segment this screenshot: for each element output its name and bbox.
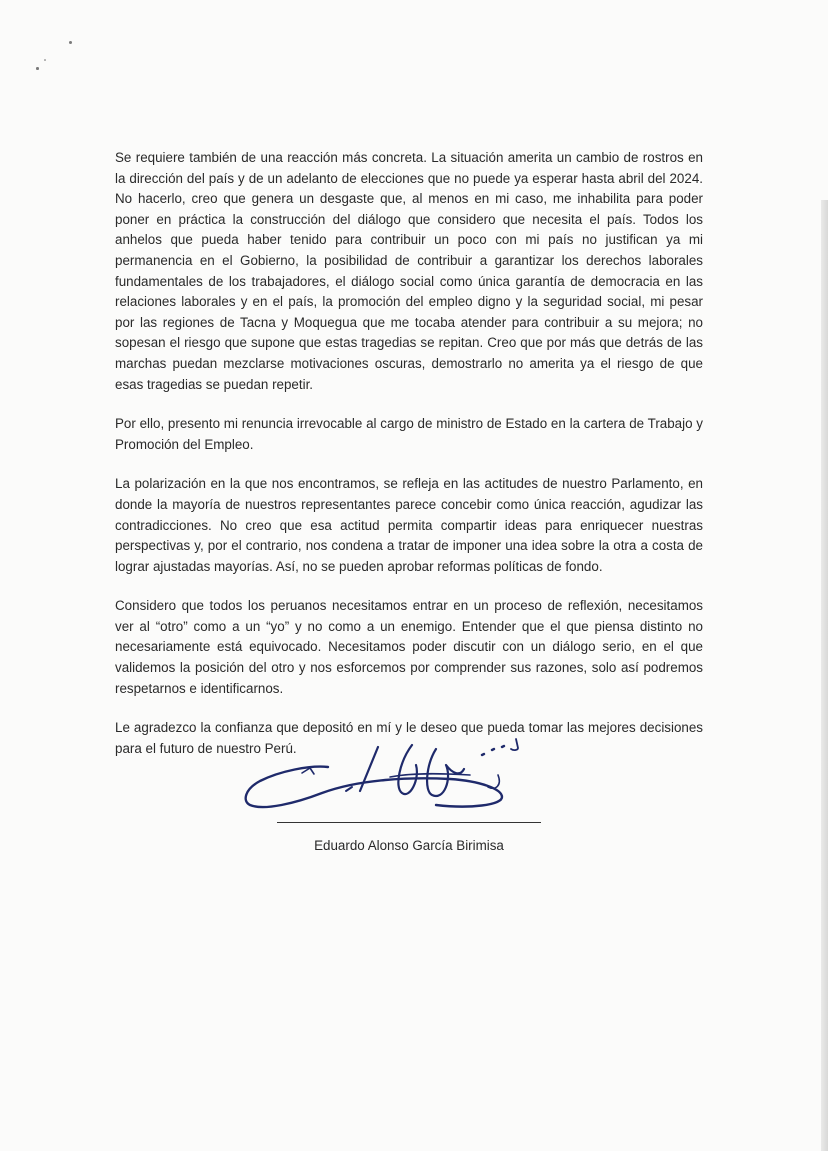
letter-body — [115, 148, 703, 778]
scan-speck — [69, 41, 72, 44]
handwritten-signature — [240, 735, 540, 825]
paragraph-1: Se requiere también de una reacción más concreta. La situación amerita un cambio de rostros en la dirección del país y de un adelanto de elecciones que no puede ya esperar hasta abril del 2024. No hacerlo, creo que genera un desgaste que, al menos en mi caso, me inhabilita para poder poner en práctica la construcción del diálogo que considero que necesita el país. Todos los anhelos que pueda haber tenido para contribuir un poco con mi país no justifican ya mi permanencia en el Gobierno, la posibilidad de contribuir a garantizar los derechos laborales fundamentales de los trabajadores, el diálogo social como única garantía de democracia en las relaciones laborales y en el país, la promoción del empleo digno y la seguridad social, mi pesar por las regiones de Tacna y Moquegua que me tocaba atender para contribuir a su mejora; no sopesan el riesgo que supone que estas tragedias se repitan. Creo que por más que detrás de las marchas puedan mezclarse motivaciones oscuras, demostrarlo no amerita ya el riesgo de que esas tragedias se puedan repetir. — [115, 150, 703, 392]
signature-line — [277, 822, 541, 823]
scan-speck — [36, 67, 39, 70]
paragraph-4: Considero que todos los peruanos necesitamos entrar en un proceso de reflexión, necesitamos ver al “otro” como a un “yo” y no como a un enemigo. Entender que el que piensa distinto no necesariamente está equivocado. Necesitamos poder discutir con un diálogo serio, en el que validemos la posición del otro y nos esforcemos por comprender sus razones, solo así podremos respetarnos e identificarnos. — [115, 598, 703, 696]
paragraph-3: La polarización en la que nos encontramos, se refleja en las actitudes de nuestro Parlamento, en donde la mayoría de nuestros representantes parece concebir como única reacción, agudizar las contradicciones. No creo que esa actitud permita compartir ideas para enriquecer nuestras perspectivas y, por el contrario, nos condena a tratar de imponer una idea sobre la otra a costa de lograr ajustadas mayorías. Así, no se pueden aprobar reformas políticas de fondo. — [115, 476, 703, 574]
page-edge-shadow — [821, 200, 828, 1151]
scan-speck — [44, 59, 46, 61]
paragraph-5: Le agradezco la confianza que depositó en mí y le deseo que pueda tomar las mejores decisiones para el futuro de nuestro Perú. — [115, 720, 703, 756]
paragraph-2: Por ello, presento mi renuncia irrevocable al cargo de ministro de Estado en la cartera de Trabajo y Promoción del Empleo. — [115, 416, 703, 452]
signatory-name: Eduardo Alonso García Birimisa — [314, 838, 504, 853]
